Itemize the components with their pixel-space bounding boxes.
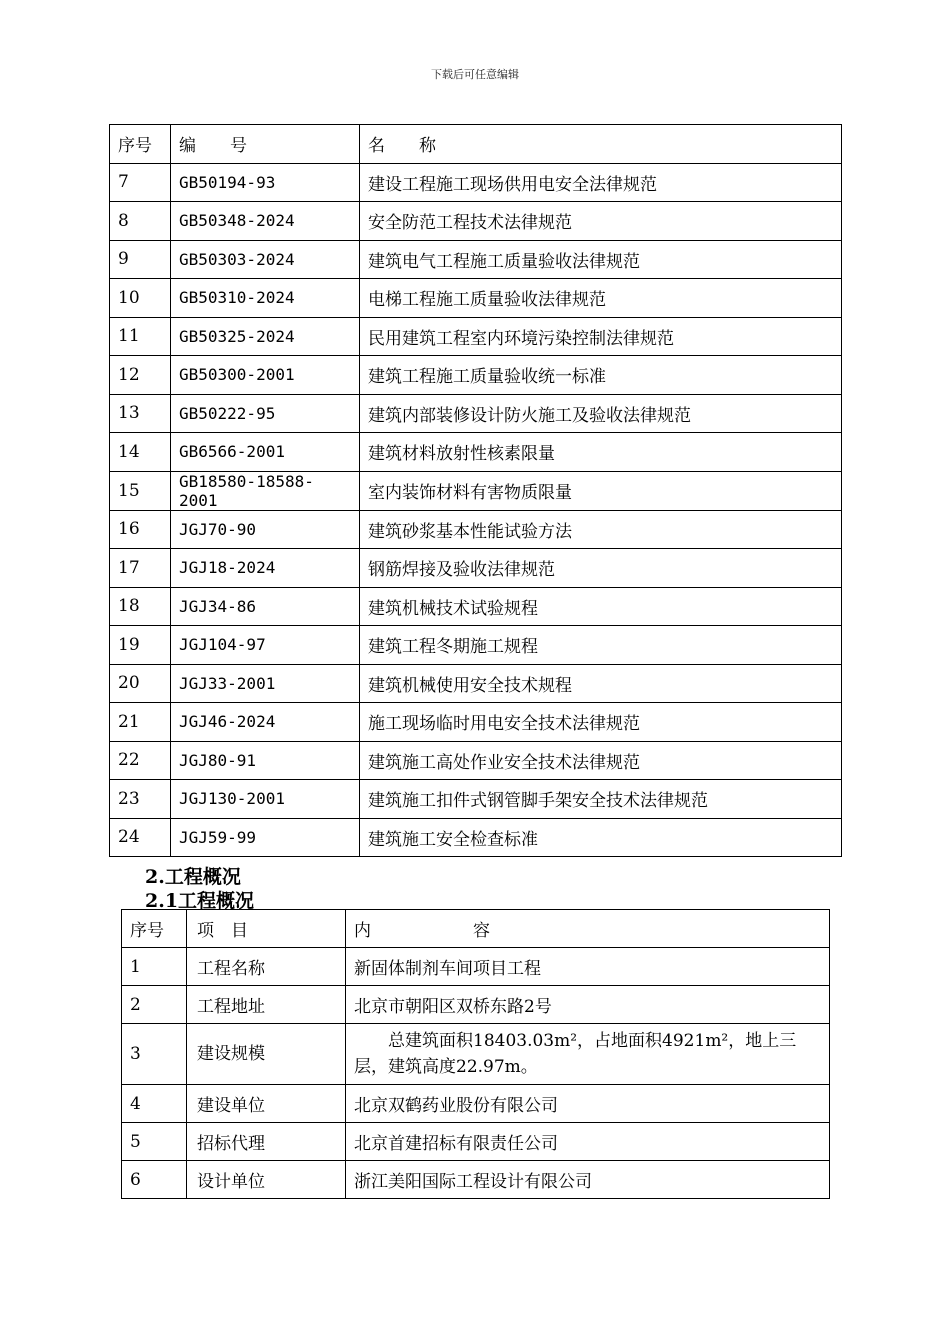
column-header: 项 目 [187, 910, 346, 948]
standard-code: GB50348-2024 [171, 202, 360, 241]
standard-code: JGJ70-90 [171, 510, 360, 549]
standard-name: 室内装饰材料有害物质限量 [360, 471, 842, 510]
standard-name: 建筑施工高处作业安全技术法律规范 [360, 741, 842, 780]
standard-code: JGJ18-2024 [171, 549, 360, 588]
row-number: 9 [110, 240, 171, 279]
standard-name: 安全防范工程技术法律规范 [360, 202, 842, 241]
standards-table [109, 124, 842, 857]
table-row [110, 587, 842, 626]
standard-code: GB50325-2024 [171, 317, 360, 356]
standard-code: GB18580-18588-2001 [171, 471, 360, 510]
table-row [110, 356, 842, 395]
row-number: 1 [122, 948, 187, 986]
standard-name: 建筑机械技术试验规程 [360, 587, 842, 626]
table-row [122, 1123, 830, 1161]
item-content: 北京双鹤药业股份有限公司 [346, 1085, 830, 1123]
table-row [110, 818, 842, 857]
standard-code: JGJ33-2001 [171, 664, 360, 703]
table-row [110, 471, 842, 510]
table-row [122, 948, 830, 986]
standard-name: 钢筋焊接及验收法律规范 [360, 549, 842, 588]
row-number: 4 [122, 1085, 187, 1123]
standard-name: 建设工程施工现场供用电安全法律规范 [360, 163, 842, 202]
table-row [110, 163, 842, 202]
standard-name: 民用建筑工程室内环境污染控制法律规范 [360, 317, 842, 356]
table-header-row [110, 125, 842, 164]
standard-name: 建筑材料放射性核素限量 [360, 433, 842, 472]
row-number: 14 [110, 433, 171, 472]
table-row [110, 626, 842, 665]
row-number: 8 [110, 202, 171, 241]
column-header: 编 号 [171, 125, 360, 164]
table-row [110, 317, 842, 356]
item-content: 新固体制剂车间项目工程 [346, 948, 830, 986]
row-number: 24 [110, 818, 171, 857]
standard-name: 建筑工程冬期施工规程 [360, 626, 842, 665]
row-number: 23 [110, 780, 171, 819]
item-label: 设计单位 [187, 1161, 346, 1199]
row-number: 16 [110, 510, 171, 549]
table-row [110, 703, 842, 742]
item-content: 浙江美阳国际工程设计有限公司 [346, 1161, 830, 1199]
standard-name: 施工现场临时用电安全技术法律规范 [360, 703, 842, 742]
overview-table [121, 909, 830, 1199]
standard-code: GB50300-2001 [171, 356, 360, 395]
table-row [110, 741, 842, 780]
item-content: 北京首建招标有限责任公司 [346, 1123, 830, 1161]
row-number: 20 [110, 664, 171, 703]
standard-name: 建筑机械使用安全技术规程 [360, 664, 842, 703]
table-row [110, 549, 842, 588]
item-label: 建设规模 [187, 1024, 346, 1085]
column-header: 序号 [122, 910, 187, 948]
page-header: 下载后可任意编辑 [431, 68, 519, 81]
table-row [110, 510, 842, 549]
standard-name: 建筑内部装修设计防火施工及验收法律规范 [360, 394, 842, 433]
table-row [110, 394, 842, 433]
row-number: 2 [122, 986, 187, 1024]
standard-code: GB50194-93 [171, 163, 360, 202]
standard-code: JGJ130-2001 [171, 780, 360, 819]
standard-code: GB50303-2024 [171, 240, 360, 279]
row-number: 21 [110, 703, 171, 742]
standard-name: 建筑电气工程施工质量验收法律规范 [360, 240, 842, 279]
table-row [122, 986, 830, 1024]
row-number: 3 [122, 1024, 187, 1085]
item-label: 建设单位 [187, 1085, 346, 1123]
standard-name: 建筑砂浆基本性能试验方法 [360, 510, 842, 549]
column-header: 序号 [110, 125, 171, 164]
standard-code: GB50222-95 [171, 394, 360, 433]
standard-code: JGJ34-86 [171, 587, 360, 626]
standard-code: JGJ46-2024 [171, 703, 360, 742]
table-row [122, 1161, 830, 1199]
row-number: 10 [110, 279, 171, 318]
item-content: 北京市朝阳区双桥东路2号 [346, 986, 830, 1024]
table-row [122, 1085, 830, 1123]
item-label: 工程地址 [187, 986, 346, 1024]
item-label: 工程名称 [187, 948, 346, 986]
standard-name: 建筑施工安全检查标准 [360, 818, 842, 857]
section-heading: 2.工程概况 [145, 866, 241, 888]
table-row [110, 780, 842, 819]
standard-code: JGJ104-97 [171, 626, 360, 665]
item-label: 招标代理 [187, 1123, 346, 1161]
column-header: 名 称 [360, 125, 842, 164]
column-header: 内 容 [346, 910, 830, 948]
table-row [122, 1024, 830, 1085]
row-number: 12 [110, 356, 171, 395]
table-row [110, 279, 842, 318]
row-number: 5 [122, 1123, 187, 1161]
table-header-row [122, 910, 830, 948]
standard-code: GB6566-2001 [171, 433, 360, 472]
row-number: 17 [110, 549, 171, 588]
standard-name: 电梯工程施工质量验收法律规范 [360, 279, 842, 318]
row-number: 13 [110, 394, 171, 433]
table-row [110, 433, 842, 472]
table-row [110, 240, 842, 279]
table-row [110, 664, 842, 703]
standard-name: 建筑工程施工质量验收统一标准 [360, 356, 842, 395]
row-number: 7 [110, 163, 171, 202]
standard-name: 建筑施工扣件式钢管脚手架安全技术法律规范 [360, 780, 842, 819]
row-number: 15 [110, 471, 171, 510]
standard-code: JGJ59-99 [171, 818, 360, 857]
item-content: 总建筑面积18403.03m²，占地面积4921m²，地上三层，建筑高度22.97m。 [346, 1024, 830, 1085]
standard-code: JGJ80-91 [171, 741, 360, 780]
row-number: 19 [110, 626, 171, 665]
row-number: 11 [110, 317, 171, 356]
section-heading: 2.1工程概况 [145, 890, 255, 912]
row-number: 18 [110, 587, 171, 626]
standard-code: GB50310-2024 [171, 279, 360, 318]
row-number: 22 [110, 741, 171, 780]
row-number: 6 [122, 1161, 187, 1199]
table-row [110, 202, 842, 241]
